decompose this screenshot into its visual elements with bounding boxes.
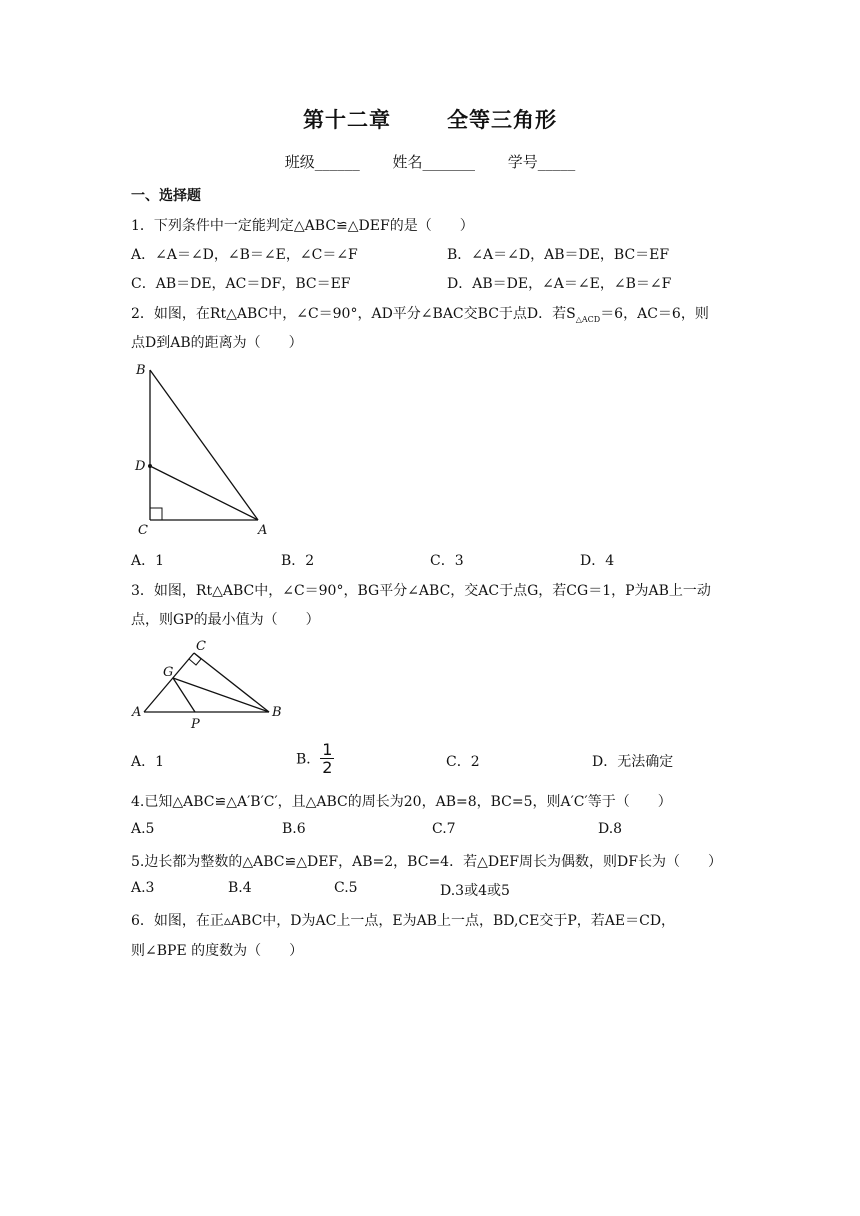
q5-option-a: A.3 [131,880,155,896]
q2-option-c: C．3 [430,553,464,569]
q3-label-b: B [272,705,282,720]
number-field: 学号_____ [507,153,576,171]
q2-stem-suffix: ＝6，AC＝6，则 [600,306,709,322]
q3-label-a: A [132,705,142,720]
q3-option-b-fraction [320,741,334,776]
q2-stem-line1 [131,303,709,324]
q3-option-c: C．2 [446,754,480,770]
section-heading: 一、选择题 [131,188,201,204]
q1-option-b: B．∠A＝∠D，AB＝DE，BC＝EF [447,247,670,263]
q4-option-a: A.5 [131,821,155,837]
chapter-name: 全等三角形 [447,108,557,132]
q2-area-subscript: △ACD [575,314,601,324]
q2-label-d: D [135,459,146,474]
q2-figure [128,360,278,540]
q3-option-b [296,741,334,776]
q3-option-d: D．无法确定 [592,754,674,770]
q4-stem: 4.已知△ABC≌△A′B′C′，且△ABC的周长为20，AB=8，BC=5，则A′C′等于（ ） [131,794,672,810]
q3-option-a: A．1 [131,754,165,770]
chapter-number: 第十二章 [303,108,391,132]
q2-label-b: B [136,363,146,378]
q1-option-c: C．AB＝DE，AC＝DF，BC＝EF [131,276,351,292]
q6-stem-line2: 则∠BPE 的度数为（ ） [131,943,304,959]
q2-option-b: B．2 [281,553,315,569]
q3-option-b-label: B． [296,751,321,768]
q5-option-c: C.5 [334,880,358,896]
q4-option-b: B.6 [282,821,306,837]
q4-option-d: D.8 [598,821,623,837]
q3-figure [128,634,298,734]
q5-option-b: B.4 [228,880,252,896]
q3-label-c: C [196,639,206,654]
q2-label-a: A [258,523,268,538]
class-field: 班级______ [284,153,360,171]
name-field: 姓名_______ [392,153,475,171]
page-title [0,104,860,134]
q2-label-c: C [138,523,148,538]
q1-option-a: A．∠A＝∠D，∠B＝∠E，∠C＝∠F [131,247,358,263]
q3-label-g: G [163,665,174,680]
q3-stem-line2: 点，则GP的最小值为（ ） [131,612,320,628]
q1-option-d: D．AB＝DE，∠A＝∠E，∠B＝∠F [447,276,672,292]
q1-stem: 1．下列条件中一定能判定△ABC≌△DEF的是（ ） [131,218,474,234]
fraction-denominator: 2 [322,758,333,777]
q5-stem: 5.边长都为整数的△ABC≌△DEF，AB=2，BC=4．若△DEF周长为偶数，则DF长为（ ） [131,854,722,870]
q3-label-p: P [191,717,200,732]
q3-stem-line1: 3．如图，Rt△ABC中，∠C＝90°，BG平分∠ABC，交AC于点G，若CG＝1，P为AB上一动 [131,583,711,599]
student-info [0,151,860,172]
q5-option-d: D.3或4或5 [440,883,510,899]
q2-option-d: D．4 [580,553,615,569]
q2-stem-prefix: 2．如图，在Rt△ABC中，∠C＝90°，AD平分∠BAC交BC于点D．若S [131,306,576,322]
q4-option-c: C.7 [432,821,456,837]
q2-stem-line2: 点D到AB的距离为（ ） [131,335,303,351]
q2-option-a: A．1 [131,553,165,569]
q6-stem-line1: 6．如图，在正▵ABC中，D为AC上一点，E为AB上一点，BD,CE交于P，若AE＝CD， [131,913,676,929]
fraction-numerator: 1 [322,740,333,759]
